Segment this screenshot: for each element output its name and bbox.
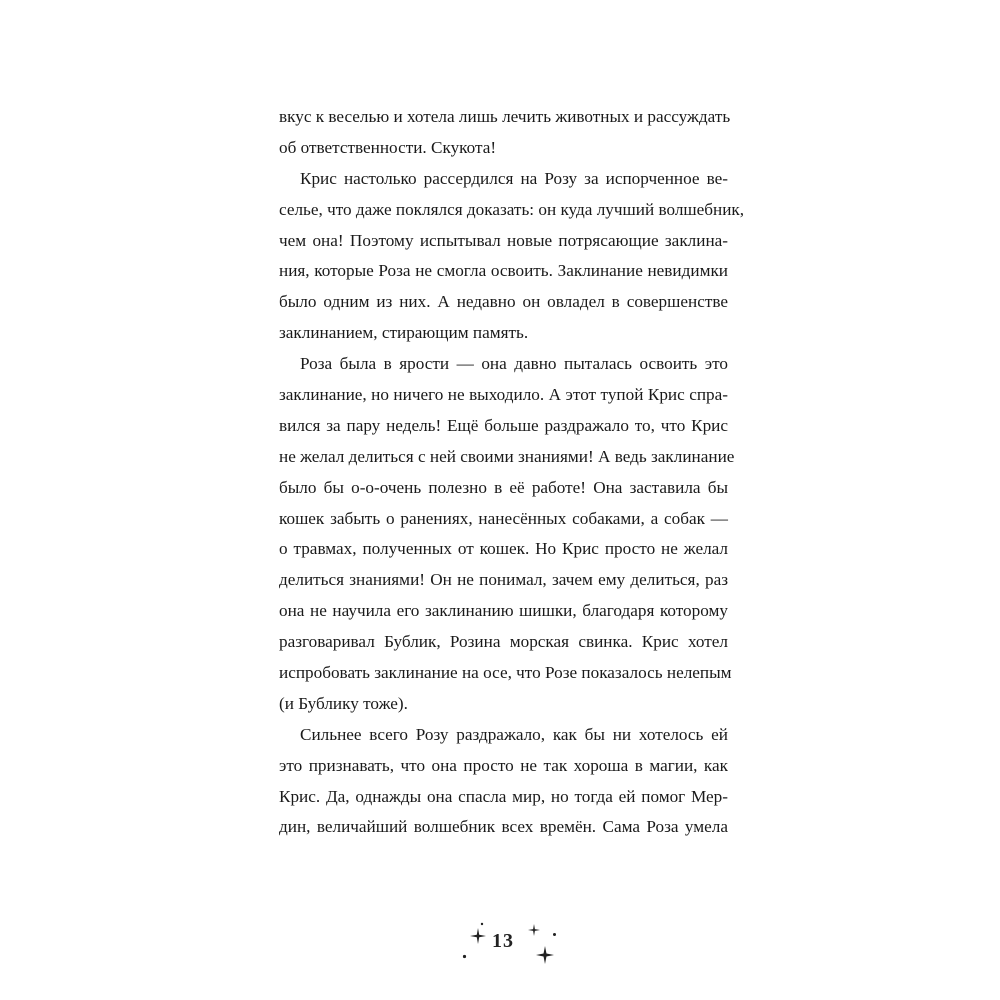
text-line: об ответственности. Скукота! [279, 137, 497, 157]
text-line: Крис. Да, однажды она спасла мир, но тогда ей помог Мер- [279, 786, 728, 806]
text-line: Крис настолько рассердился на Розу за испорченное ве- [300, 168, 728, 188]
sparkle-star-icon [470, 928, 486, 944]
body-text [279, 102, 745, 843]
sparkle-dot-icon [480, 922, 484, 926]
text-line: вкус к веселью и хотела лишь лечить животных и рассуждать [279, 107, 731, 126]
text-line: селье, что даже поклялся доказать: он куда лучший волшебник, [279, 199, 745, 219]
text-line: Сильнее всего Розу раздражало, как бы ни хотелось ей [300, 724, 728, 744]
sparkle-dot-icon [462, 954, 467, 959]
text-line: (и Бублику тоже). [279, 693, 408, 713]
page-number: 13 [492, 930, 514, 952]
text-line: дин, величайший волшебник всех времён. Сама Роза умела [279, 817, 728, 837]
text-line: было одним из них. А недавно он овладел в совершенстве [279, 292, 728, 312]
text-line: заклинание, но ничего не выходило. А этот тупой Крис спра- [279, 385, 728, 405]
text-line: разговаривал Бублик, Розина морская свинка. Крис хотел [279, 632, 728, 652]
text-line: заклинанием, стирающим память. [279, 323, 529, 343]
text-line: она не научила его заклинанию шишки, благодаря которому [279, 601, 728, 621]
sparkle-star-icon [536, 946, 554, 964]
text-line: ния, которые Роза не смогла освоить. Заклинание невидимки [279, 261, 728, 281]
text-line: Роза была в ярости — она давно пыталась освоить это [300, 354, 728, 374]
text-line: о травмах, полученных от кошек. Но Крис просто не желал [279, 539, 728, 559]
text-line: чем она! Поэтому испытывал новые потрясающие заклина- [279, 230, 728, 250]
text-line: испробовать заклинание на осе, что Розе показалось нелепым [279, 663, 732, 683]
page-footer [440, 920, 570, 970]
text-line: вился за пару недель! Ещё больше раздражало то, что Крис [279, 415, 728, 435]
sparkle-dot-icon [552, 932, 557, 937]
text-line: не желал делиться с ней своими знаниями! А ведь заклинание [279, 446, 735, 466]
text-line: было бы о-о-очень полезно в её работе! Она заставила бы [279, 477, 728, 497]
text-line: это признавать, что она просто не так хороша в магии, как [279, 755, 728, 775]
sparkle-star-icon [528, 924, 540, 936]
text-line: кошек забыть о ранениях, нанесённых собаками, а собак — [279, 508, 728, 528]
text-line: делиться знаниями! Он не понимал, зачем ему делиться, раз [279, 570, 728, 590]
